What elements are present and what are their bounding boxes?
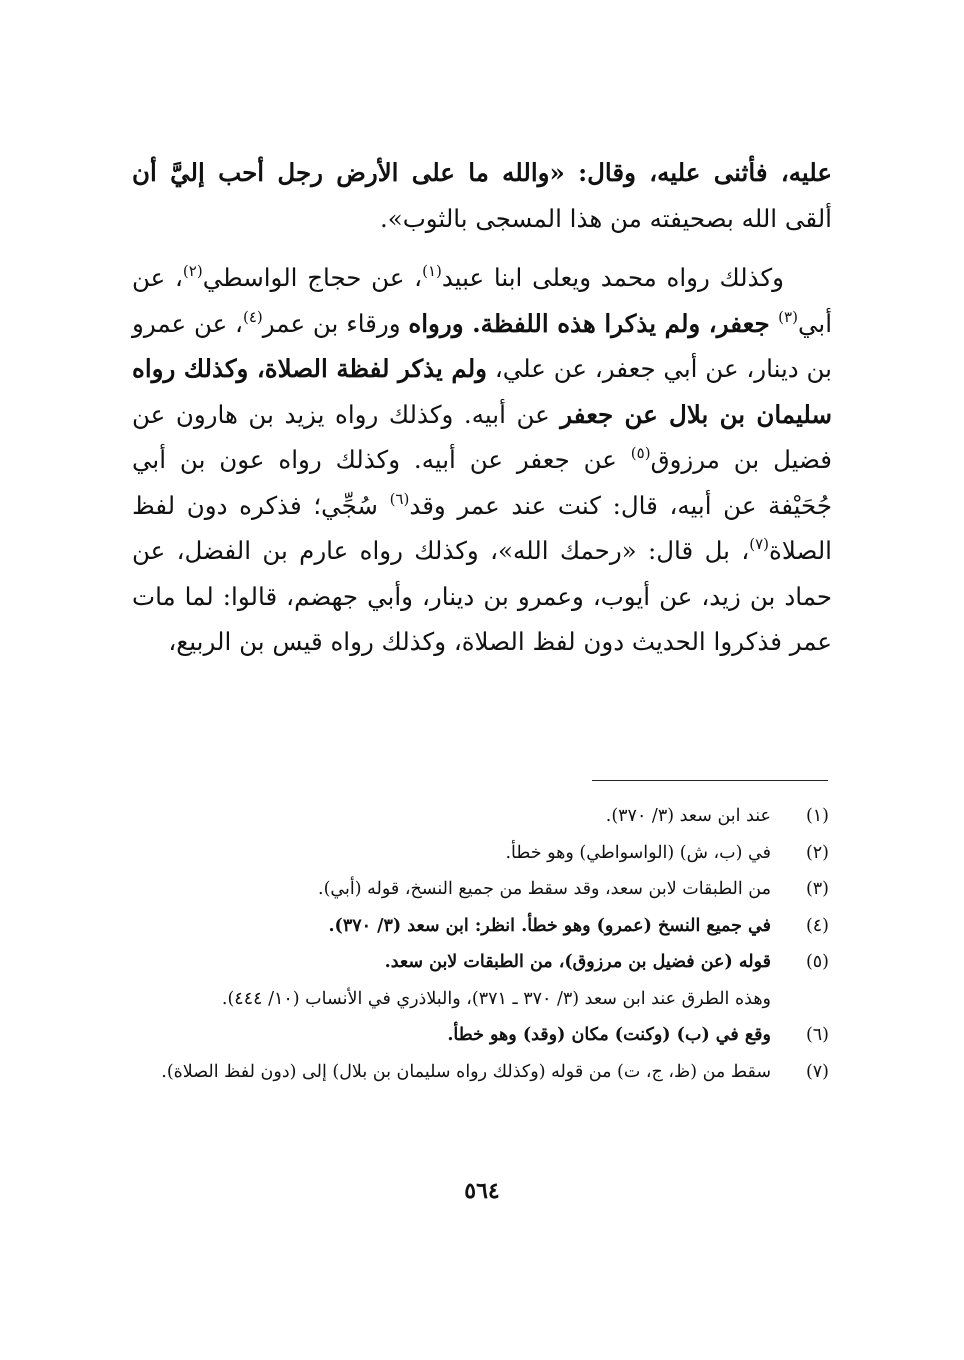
footnote-item: [133, 944, 829, 981]
text-segment: ولم يذكر لفظة الصلاة، وكذلك رواه سليمان بن بلال عن جعفر: [132, 354, 832, 429]
footnote-number: (٧): [805, 1061, 829, 1082]
footnote-number: (٣): [805, 879, 829, 899]
text-segment: عن جعفر عن أبيه. وكذلك رواه عون بن أبي جُحَيْفة عن أبيه، قال: كنت عند عمر وقد: [132, 445, 832, 520]
text-segment: جعفر، ولم يذكرا هذه اللفظة. ورواه: [408, 308, 779, 338]
footnote-ref: (٦): [389, 489, 410, 508]
paragraph-2: [132, 255, 832, 665]
text-segment: ، بل قال: «رحمك الله»، وكذلك رواه عارم بن الفضل، عن حماد بن زيد، عن أيوب، وعمرو بن دينار، وأبي جهضم، قالوا: لما مات عمر فذكروا الحديث دون لفظ الصلاة، وكذلك رواه قيس بن الربيع،: [132, 536, 832, 656]
page-number: ٥٦٤: [464, 1178, 500, 1204]
footnote-item: [133, 1017, 829, 1054]
footnote-item: [133, 835, 829, 872]
footnote-ref: (٣): [778, 307, 798, 326]
paragraph-1: [132, 150, 832, 241]
footnote-separator: [592, 780, 828, 781]
footnote-text: في (ب، ش) (الواسواطي) وهو خطأ.: [505, 842, 771, 863]
paragraph-1-bold: عليه، فأثنى عليه، وقال: «والله ما على الأرض رجل أحب إليَّ أن: [132, 158, 832, 187]
footnote-text: وقع في (ب) (وكنت) مكان (وقد) وهو خطأ.: [447, 1025, 771, 1045]
footnote-ref: (٤): [242, 307, 263, 326]
main-text: [132, 150, 832, 665]
footnote-number: (٤): [805, 915, 829, 936]
footnote-item: [133, 798, 829, 835]
text-segment: ورقاء بن عمر: [262, 308, 409, 338]
text-segment: عن أبيه. وكذلك رواه يزيد بن هارون عن فضيل بن مرزوق: [132, 399, 832, 474]
footnote-text: سقط من (ظ، ج، ت) من قوله (وكذلك رواه سليمان بن بلال) إلى (دون لفظ الصلاة).: [161, 1061, 771, 1082]
footnote-number: (٥): [805, 952, 829, 972]
footnote-text: عند ابن سعد (٣/ ٣٧٠).: [605, 806, 771, 826]
paragraph-1-plain: ألقى الله بصحيفته من هذا المسجى بالثوب».: [379, 203, 832, 233]
text-segment: ، عن أبي: [132, 263, 832, 338]
footnotes: [133, 798, 829, 1090]
footnote-number: (٢): [805, 842, 829, 863]
footnote-item: [133, 908, 829, 945]
footnote-continuation: وهذه الطرق عند ابن سعد (٣/ ٣٧٠ ـ ٣٧١)، والبلاذري في الأنساب (١٠/ ٤٤٤).: [221, 988, 771, 1009]
text-segment: ، عن عمرو بن دينار، عن أبي جعفر، عن علي،: [132, 308, 832, 383]
footnote-ref: (٢): [182, 262, 203, 280]
footnote-text: من الطبقات لابن سعد، وقد سقط من جميع النسخ، قوله (أبي).: [318, 879, 771, 899]
footnote-ref: (١): [422, 262, 442, 280]
footnote-text: في جميع النسخ (عمرو) وهو خطأ. انظر: ابن سعد (٣/ ٣٧٠).: [328, 915, 771, 936]
text-segment: ، عن حجاج الواسطي: [202, 263, 423, 292]
footnote-number: (١): [805, 806, 829, 826]
footnote-ref: (٧): [749, 535, 770, 553]
footnote-item: [133, 1054, 829, 1091]
footnote-item: [133, 871, 829, 908]
text-segment: سُجِّي؛ فذكره دون لفظ الصلاة: [132, 490, 832, 565]
text-segment: وكذلك رواه محمد ويعلى ابنا عبيد: [441, 263, 784, 292]
footnote-ref: (٥): [630, 444, 651, 462]
footnote-text: قوله (عن فضيل بن مرزوق)، من الطبقات لابن سعد.: [384, 952, 771, 972]
footnote-number: (٦): [805, 1025, 829, 1045]
